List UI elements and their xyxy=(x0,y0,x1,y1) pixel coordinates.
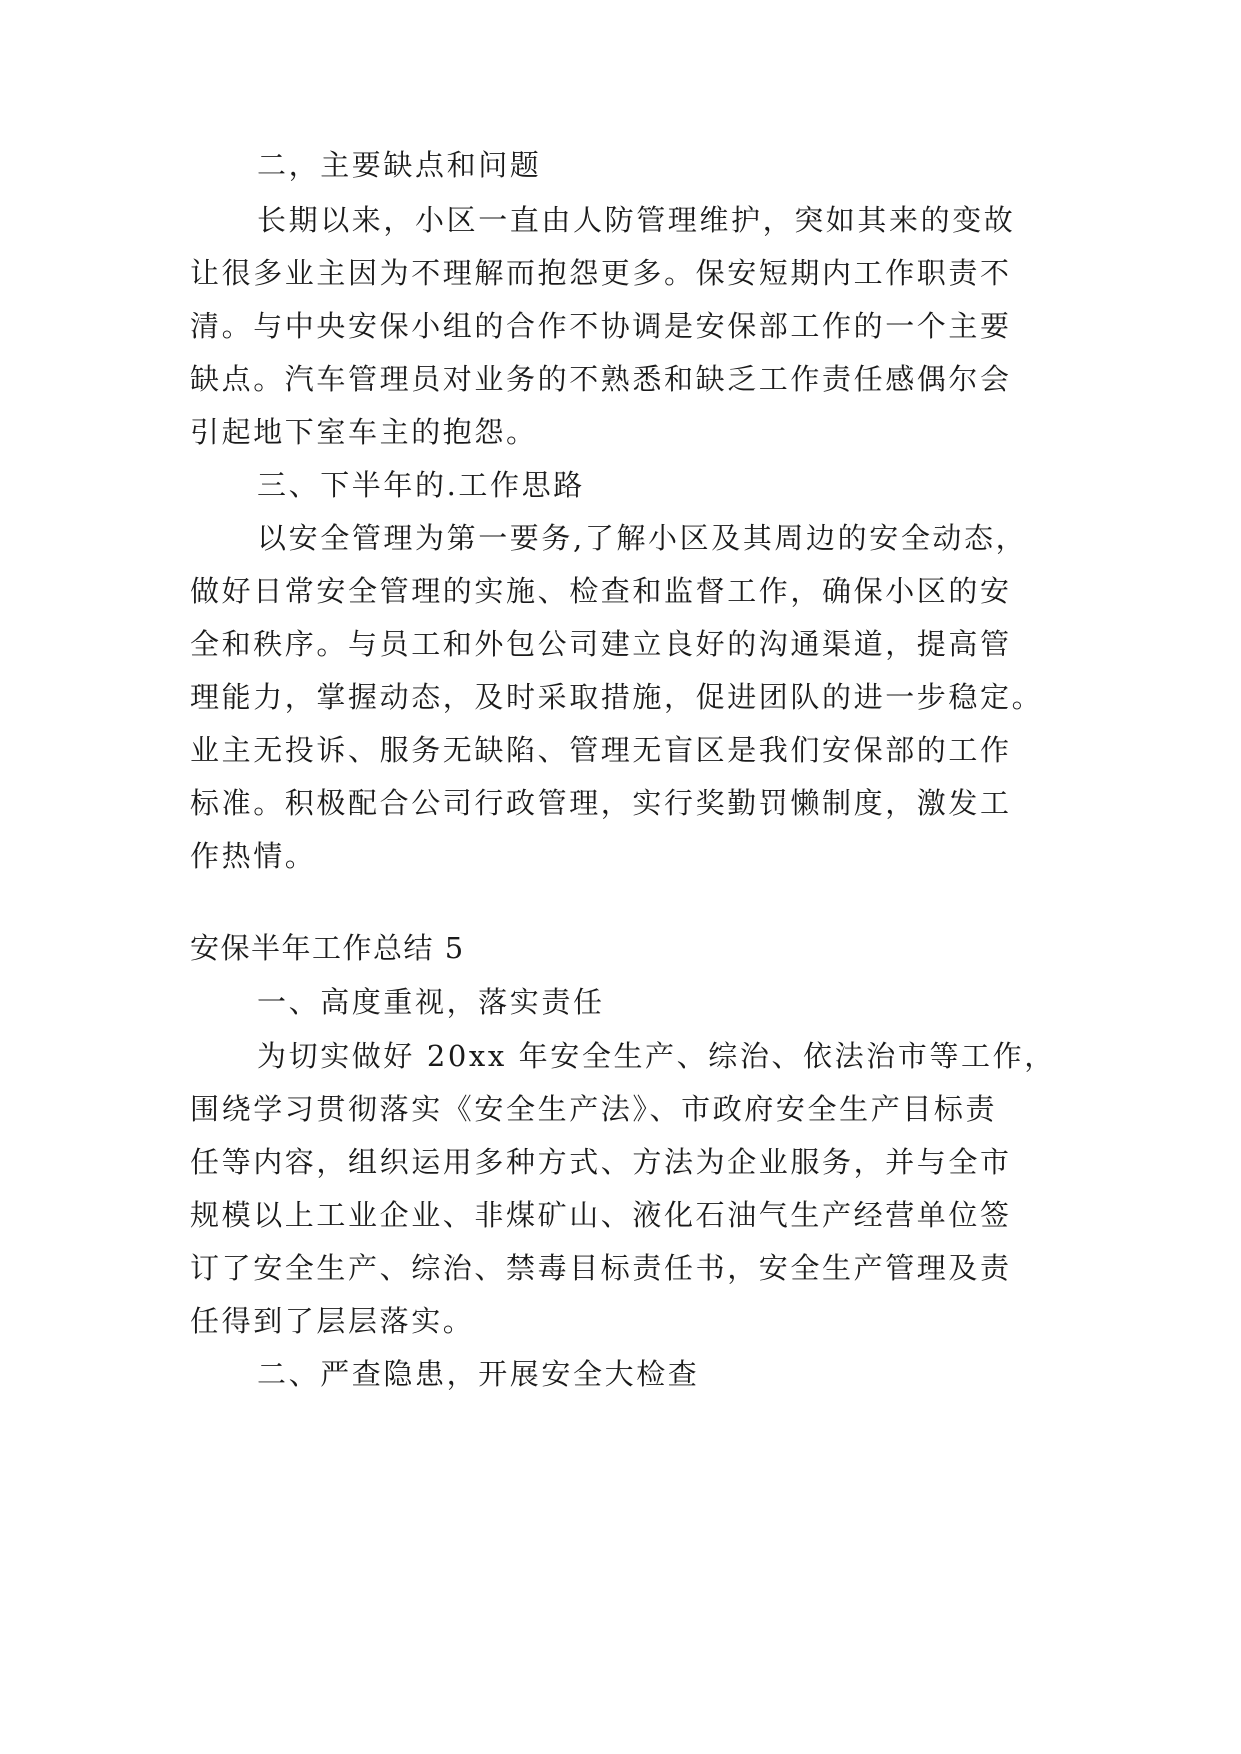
paragraph-line: 长期以来，小区一直由人防管理维护，突如其来的变故 xyxy=(257,203,1016,237)
section-heading: 三、下半年的.工作思路 xyxy=(257,468,585,502)
paragraph-line: 任等内容，组织运用多种方式、方法为企业服务，并与全市 xyxy=(190,1145,1012,1179)
paragraph-line: 规模以上工业企业、非煤矿山、液化石油气生产经营单位签 xyxy=(190,1198,1012,1232)
paragraph-line: 作热情。 xyxy=(190,839,317,873)
paragraph-line: 缺点。汽车管理员对业务的不熟悉和缺乏工作责任感偶尔会 xyxy=(190,362,1012,396)
paragraph-line: 订了安全生产、综治、禁毒目标责任书，安全生产管理及责 xyxy=(190,1251,1012,1285)
section-heading: 一、高度重视，落实责任 xyxy=(257,985,605,1019)
section-heading: 二、严查隐患，开展安全大检查 xyxy=(257,1357,700,1391)
paragraph-line: 让很多业主因为不理解而抱怨更多。保安短期内工作职责不 xyxy=(190,256,1012,290)
paragraph-line: 以安全管理为第一要务,了解小区及其周边的安全动态， xyxy=(257,521,1028,555)
section-heading: 二，主要缺点和问题 xyxy=(257,148,542,182)
paragraph-line: 业主无投诉、服务无缺陷、管理无盲区是我们安保部的工作 xyxy=(190,733,1012,767)
paragraph-line: 做好日常安全管理的实施、检查和监督工作，确保小区的安 xyxy=(190,574,1012,608)
paragraph-line: 全和秩序。与员工和外包公司建立良好的沟通渠道，提高管 xyxy=(190,627,1012,661)
paragraph-line: 理能力，掌握动态，及时采取措施，促进团队的进一步稳定。 xyxy=(190,680,1044,714)
document-section-title: 安保半年工作总结 5 xyxy=(190,931,465,965)
paragraph-line: 任得到了层层落实。 xyxy=(190,1304,475,1338)
paragraph-line: 围绕学习贯彻落实《安全生产法》、市政府安全生产目标责 xyxy=(190,1092,998,1126)
paragraph-line: 为切实做好 20xx 年安全生产、综治、依法治市等工作， xyxy=(257,1039,1056,1073)
paragraph-line: 清。与中央安保小组的合作不协调是安保部工作的一个主要 xyxy=(190,309,1012,343)
paragraph-line: 引起地下室车主的抱怨。 xyxy=(190,415,538,449)
paragraph-line: 标准。积极配合公司行政管理，实行奖勤罚懒制度，激发工 xyxy=(190,786,1012,820)
